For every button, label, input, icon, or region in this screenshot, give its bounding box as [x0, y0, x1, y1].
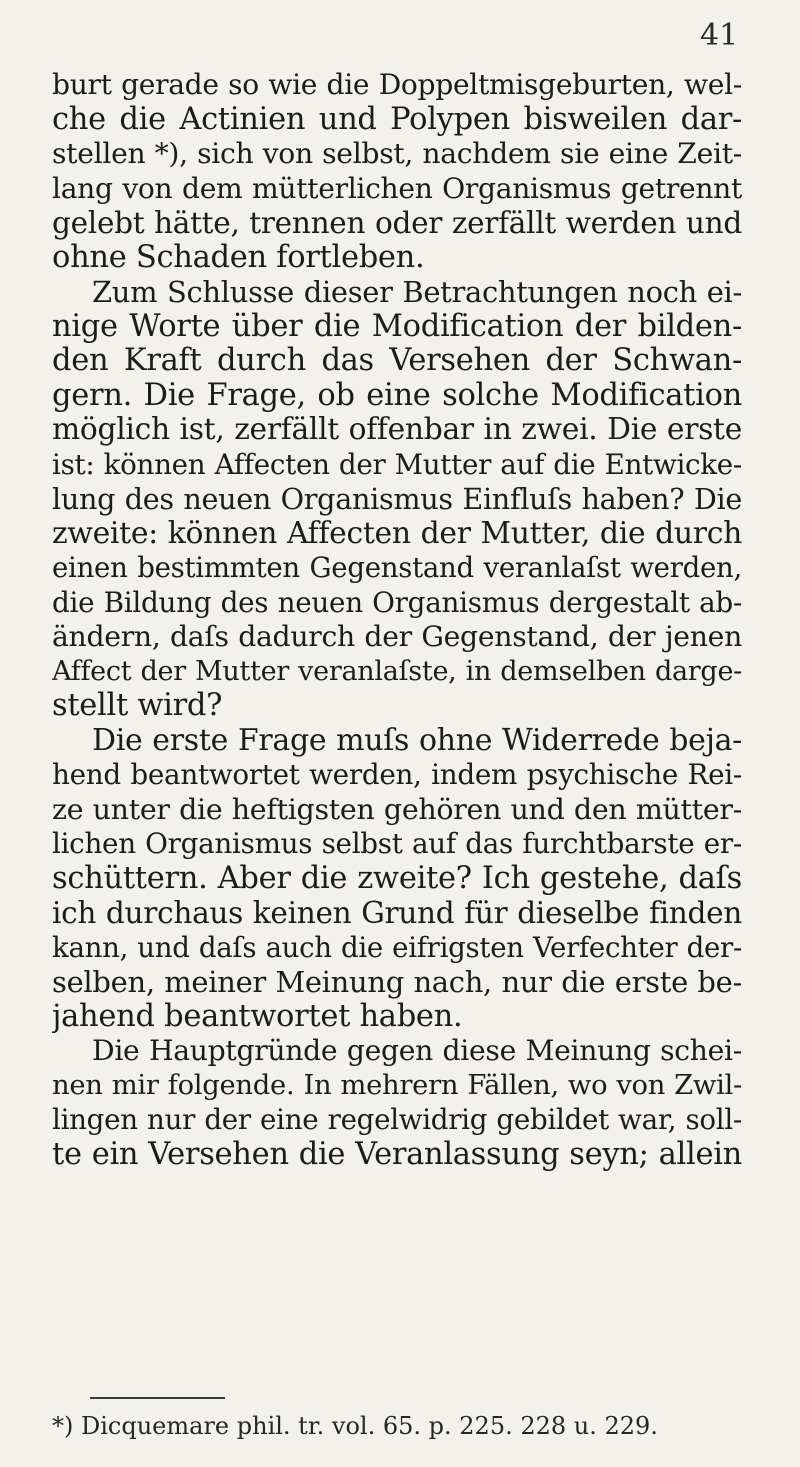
text-line: ich durchaus keinen Grund für dieselbe finden — [52, 896, 742, 930]
text-line: ist: können Affecten der Mutter auf die Entwicke- — [52, 447, 742, 481]
paragraph — [52, 724, 742, 1035]
text-line: die Bildung des neuen Organismus dergestalt ab- — [52, 585, 742, 619]
text-line: te ein Versehen die Veranlassung seyn; allein — [52, 1137, 742, 1172]
text-line: lung des neuen Organismus Einfluſs haben? Die — [52, 482, 742, 516]
text-line: Zum Schlusse dieser Betrachtungen noch ei- — [92, 275, 742, 309]
text-line: Die erste Frage muſs ohne Widerrede beja- — [92, 723, 742, 758]
paragraph — [52, 68, 742, 275]
paragraph — [52, 1034, 742, 1172]
text-line: Affect der Mutter veranlaſste, in demselben darge- — [52, 655, 742, 687]
text-line: stellt wird? — [52, 689, 223, 723]
footnote: *) Dicquemare phil. tr. vol. 65. p. 225. 228 u. 229. — [52, 1412, 658, 1440]
text-line: einen bestimmten Gegenstand veranlaſst werden, — [52, 551, 742, 584]
text-line: zweite: können Affecten der Mutter, die durch — [52, 516, 742, 551]
text-line: gern. Die Frage, ob eine solche Modification — [52, 378, 742, 413]
text-line: burt gerade so wie die Doppeltmisgeburten, wel- — [52, 68, 742, 101]
text-line: stellen *), sich von selbst, nachdem sie eine Zeit- — [52, 137, 742, 170]
body-text — [52, 68, 742, 1172]
text-line: gelebt hätte, trennen oder zerfällt werden und — [52, 206, 742, 240]
text-line: jahend beantwortet haben. — [52, 999, 463, 1034]
page-number: 41 — [700, 18, 739, 53]
text-line: ze unter die heftigsten gehören und den mütter- — [52, 792, 742, 826]
text-line: selben, meiner Meinung nach, nur die erste be- — [52, 965, 742, 999]
text-line: hend beantwortet werden, indem psychische Rei- — [52, 758, 742, 791]
paragraph — [52, 275, 742, 724]
text-line: lichen Organismus selbst auf das furchtbarste er- — [52, 827, 742, 860]
text-line: kann, und daſs auch die eifrigsten Verfechter der- — [52, 930, 742, 964]
text-line: nige Worte über die Modification der bilden- — [52, 309, 742, 344]
text-line: nen mir folgende. In mehrern Fällen, wo von Zwil- — [52, 1069, 742, 1101]
footnote-divider — [90, 1397, 225, 1399]
text-line: lang von dem mütterlichen Organismus getrennt — [52, 171, 742, 205]
text-line: Die Hauptgründe gegen diese Meinung schei- — [92, 1034, 742, 1067]
text-line: ohne Schaden fortleben. — [52, 240, 425, 275]
text-line: ändern, daſs dadurch der Gegenstand, der jenen — [52, 620, 742, 653]
text-line: lingen nur der eine regelwidrig gebildet war, soll- — [52, 1103, 742, 1136]
text-line: schüttern. Aber die zweite? Ich gestehe, daſs — [52, 861, 742, 896]
text-line: möglich ist, zerfällt offenbar in zwei. Die erste — [52, 413, 742, 447]
text-line: che die Actinien und Polypen bisweilen dar- — [52, 102, 742, 137]
text-line: den Kraft durch das Versehen der Schwan- — [52, 344, 742, 378]
